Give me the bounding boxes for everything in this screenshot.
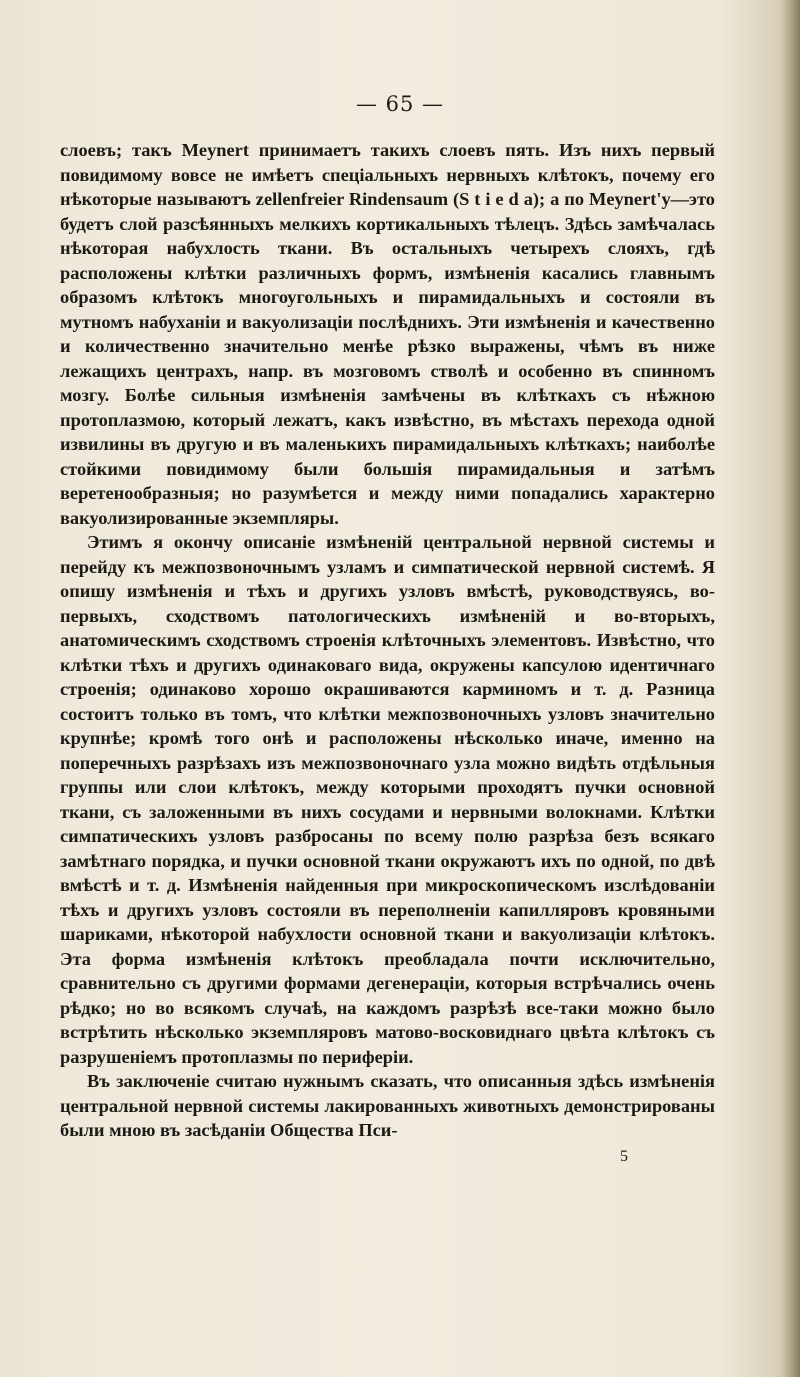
signature-mark: 5 — [620, 1148, 628, 1165]
page-number: — 65 — — [355, 92, 445, 116]
body-text — [60, 138, 715, 1143]
paragraph-3: Въ заключеніе считаю нужнымъ сказать, что описанныя здѣсь измѣненія центральной нервной системы лакированныхъ животныхъ демонстрированы были мною въ засѣданіи Общества Пси- — [60, 1071, 715, 1140]
paragraph-2: Этимъ я окончу описаніе измѣненій центральной нервной системы и перейду къ межпозвоночнымъ узламъ и симпатической нервной системѣ. Я опишу измѣненія и тѣхъ и другихъ узловъ вмѣстѣ, руководствуясь, во-первыхъ, сходствомъ патологическихъ измѣненій и во-вторыхъ, анатомическимъ сходствомъ строенія клѣточныхъ элементовъ. Извѣстно, что клѣтки тѣхъ и другихъ одинаковаго вида, окружены капсулою идентичнаго строенія; одинаково хорошо окрашиваются карминомъ и т. д. Разница состоитъ только въ томъ, что клѣтки межпозвоночныхъ узловъ значительно крупнѣе; кромѣ того онѣ и расположены нѣсколько иначе, именно на поперечныхъ разрѣзахъ изъ межпозвоночнаго узла можно видѣть отдѣльныя группы или слои клѣтокъ, между которыми проходятъ пучки основной ткани, съ заложенными въ нихъ сосудами и нервными волокнами. Клѣтки симпатическихъ узловъ разбросаны по всему полю разрѣза безъ всякаго замѣтнаго порядка, и пучки основной ткани окружаютъ ихъ по одной, по двѣ вмѣстѣ и т. д. Измѣненія найденныя при микроскопическомъ изслѣдованіи тѣхъ и другихъ узловъ состояли въ переполненіи капилляровъ кровяными шариками, нѣкоторой набухлости основной ткани и вакуолизаціи клѣтокъ. Эта форма измѣненія клѣтокъ преобладала почти исключительно, сравнительно съ другими формами дегенераціи, которыя встрѣчались очень рѣдко; но во всякомъ случаѣ, на каждомъ разрѣзѣ все-таки можно было встрѣтить нѣсколько экземпляровъ матово-восковиднаго цвѣта клѣтокъ съ разрушеніемъ протоплазмы по периферіи. — [60, 532, 715, 1067]
page-edge-shadow — [782, 0, 800, 1377]
paragraph-1: слоевъ; такъ Meynert принимаетъ такихъ слоевъ пять. Изъ нихъ первый повидимому вовсе не имѣетъ спеціальныхъ нервныхъ клѣтокъ, почему его нѣкоторые называютъ zellenfreier Rindensaum (S t i e d a); а по Meynert'у—это будетъ слой разсѣянныхъ мелкихъ кортикальныхъ тѣлецъ. Здѣсь замѣчалась нѣкоторая набухлость ткани. Въ остальныхъ четырехъ слояхъ, гдѣ расположены клѣтки различныхъ формъ, измѣненія касались главнымъ образомъ клѣтокъ многоугольныхъ и пирамидальныхъ и состояли въ мутномъ набуханіи и вакуолизаціи послѣднихъ. Эти измѣненія и качественно и количественно значительно менѣе рѣзко выражены, чѣмъ въ ниже лежащихъ центрахъ, напр. въ мозговомъ стволѣ и особенно въ спинномъ мозгу. Болѣе сильныя измѣненія замѣчены въ клѣткахъ съ нѣжною протоплазмою, который лежатъ, какъ извѣстно, въ мѣстахъ перехода одной извилины въ другую и въ маленькихъ пирамидальныхъ клѣткахъ; наиболѣе стойкими повидимому были большія пирамидальныя и затѣмъ веретенообразныя; но разумѣется и между ними попадались характерно вакуолизированные экземпляры. — [60, 140, 715, 528]
